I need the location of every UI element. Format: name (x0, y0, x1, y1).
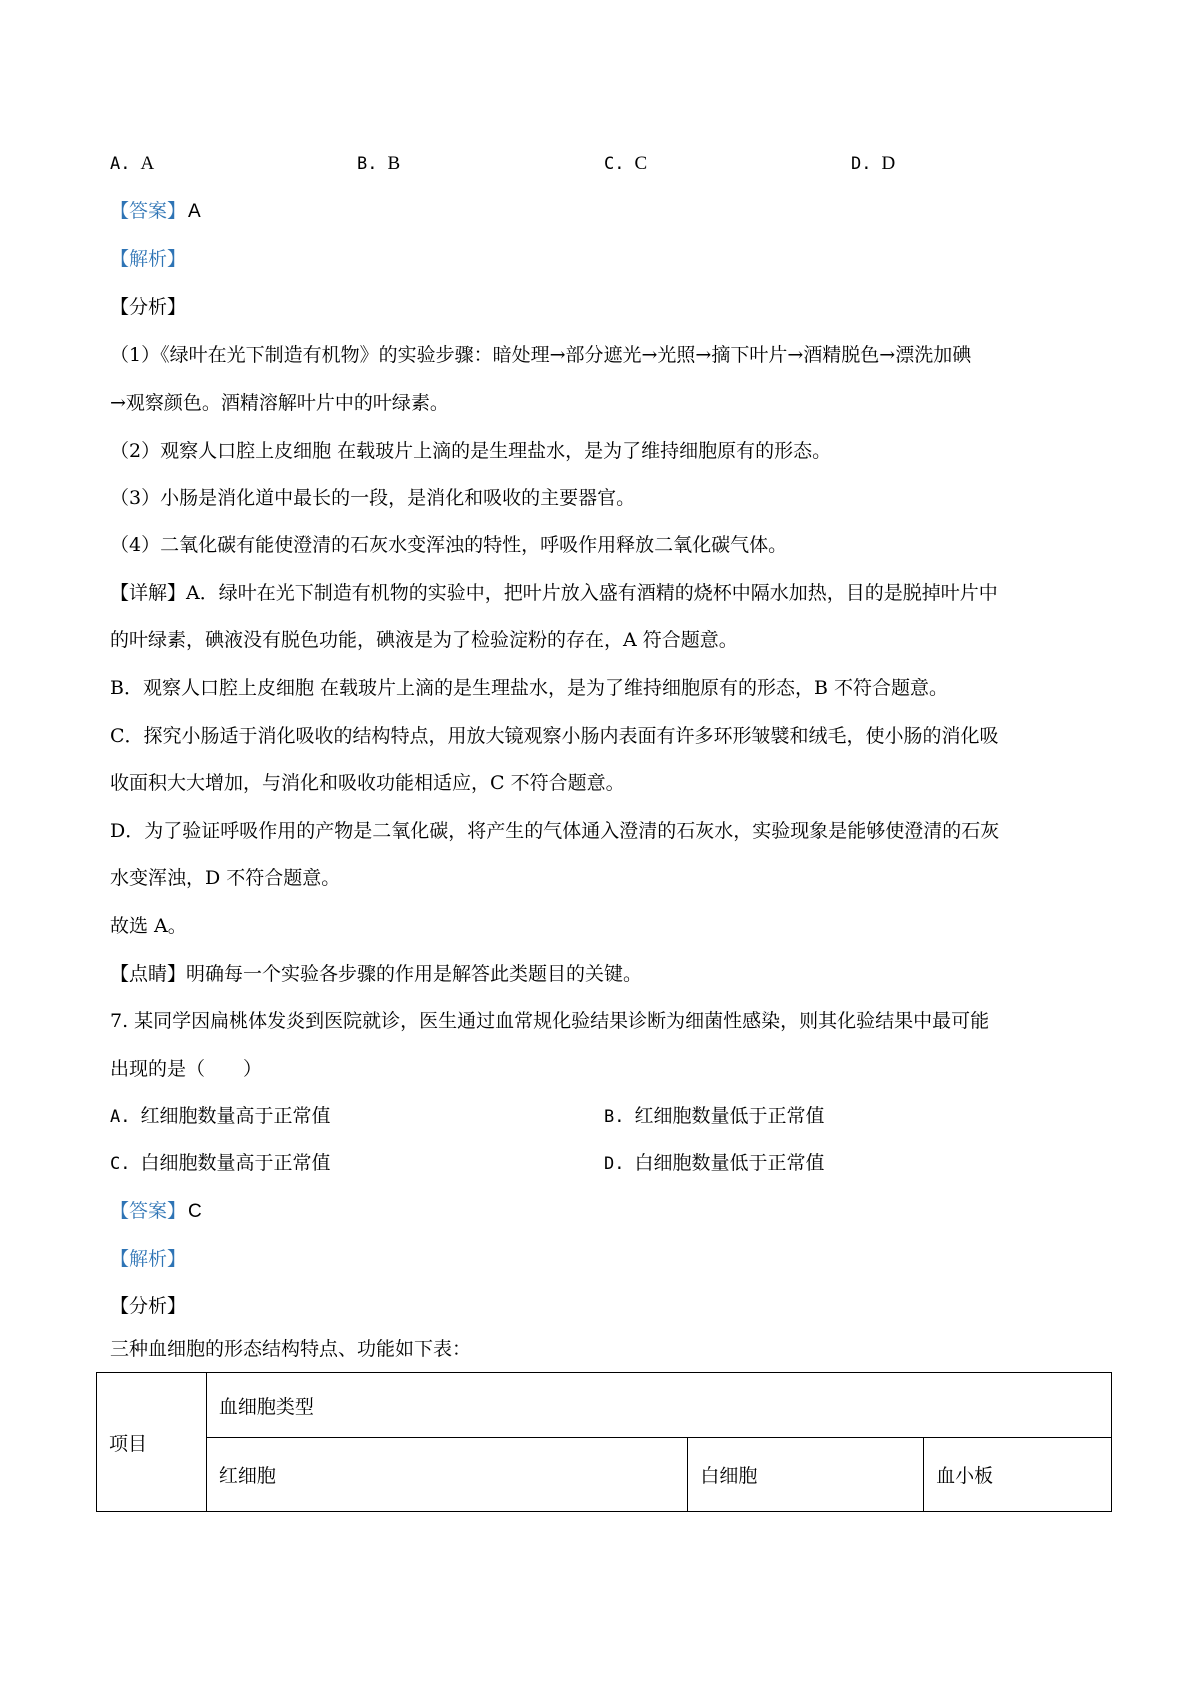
q7-option-b (604, 1103, 825, 1130)
q6-option-b (357, 150, 400, 177)
q6-option-a (110, 150, 154, 177)
option-label: B. (357, 154, 378, 174)
q6-line-9: C．探究小肠适于消化吸收的结构特点，用放大镜观察小肠内表面有许多环形皱襞和绒毛，使小肠的消化吸 (110, 725, 999, 747)
q6-line-5: （4）二氧化碳有能使澄清的石灰水变浑浊的特性，呼吸作用释放二氧化碳气体。 (110, 534, 788, 556)
q7-stem-line-1: 7. 某同学因扁桃体发炎到医院就诊，医生通过血常规化验结果诊断为细菌性感染，则其化验结果中最可能 (110, 1010, 990, 1032)
table-header-cell-types: 血细胞类型 (206, 1373, 1111, 1438)
q6-line-13: 故选 A。 (110, 915, 187, 937)
q6-line-4: （3）小肠是消化道中最长的一段，是消化和吸收的主要器官。 (110, 487, 636, 509)
option-label: D. (851, 154, 872, 174)
option-value: 红细胞数量高于正常值 (140, 1106, 331, 1127)
q7-option-c (110, 1150, 331, 1177)
option-value: D (881, 153, 896, 174)
answer-value: A (188, 201, 201, 222)
option-value: 白细胞数量低于正常值 (634, 1153, 825, 1174)
q7-table-intro: 三种血细胞的形态结构特点、功能如下表： (110, 1338, 472, 1360)
option-label: B. (604, 1107, 625, 1127)
option-label: D. (604, 1154, 625, 1174)
option-label: A. (110, 1107, 131, 1127)
option-value: C (634, 153, 648, 174)
table-cell-red-cell: 红细胞 (206, 1438, 687, 1512)
q7-stem-line-2: 出现的是（ ） (110, 1058, 263, 1080)
q7-answer (110, 1198, 202, 1225)
answer-tag: 【答案】 (110, 1200, 187, 1222)
option-label: A. (110, 154, 131, 174)
q6-analysis-tag: 【解析】 (110, 248, 187, 270)
table-row (97, 1438, 1112, 1512)
option-value: 红细胞数量低于正常值 (634, 1106, 825, 1127)
q7-analysis-tag: 【解析】 (110, 1248, 187, 1270)
q6-line-6: 【详解】A．绿叶在光下制造有机物的实验中，把叶片放入盛有酒精的烧杯中隔水加热，目的是脱掉叶片中 (110, 582, 998, 604)
q6-option-d (851, 150, 895, 177)
q6-line-11: D．为了验证呼吸作用的产物是二氧化碳，将产生的气体通入澄清的石灰水，实验现象是能够使澄清的石灰 (110, 820, 1000, 842)
q6-line-7: 的叶绿素，碘液没有脱色功能，碘液是为了检验淀粉的存在，A 符合题意。 (110, 629, 738, 651)
blood-cell-table (96, 1372, 1112, 1512)
q6-line-14: 【点睛】明确每一个实验各步骤的作用是解答此类题目的关键。 (110, 963, 643, 985)
q7-option-a (110, 1103, 331, 1130)
q6-fenxi-tag: 【分析】 (110, 296, 187, 318)
option-label: C. (604, 154, 625, 174)
q6-line-8: B．观察人口腔上皮细胞 在载玻片上滴的是生理盐水，是为了维持细胞原有的形态，B 不符合题意。 (110, 677, 949, 699)
option-value: 白细胞数量高于正常值 (140, 1153, 331, 1174)
answer-tag: 【答案】 (110, 200, 187, 222)
table-header-item: 项目 (97, 1373, 207, 1512)
q6-answer (110, 198, 201, 225)
table-cell-white-cell: 白细胞 (688, 1438, 924, 1512)
q6-line-1: （1）《绿叶在光下制造有机物》的实验步骤：暗处理→部分遮光→光照→摘下叶片→酒精脱色→漂洗加碘 (110, 344, 972, 366)
q6-line-3: （2）观察人口腔上皮细胞 在载玻片上滴的是生理盐水，是为了维持细胞原有的形态。 (110, 440, 832, 462)
option-value: A (140, 153, 155, 174)
table-cell-platelet: 血小板 (924, 1438, 1112, 1512)
answer-value: C (188, 1201, 202, 1222)
q6-line-12: 水变浑浊，D 不符合题意。 (110, 867, 341, 889)
q7-option-d (604, 1150, 825, 1177)
option-value: B (387, 153, 401, 174)
q6-line-10: 收面积大大增加，与消化和吸收功能相适应，C 不符合题意。 (110, 772, 625, 794)
q6-option-c (604, 150, 647, 177)
q6-line-2: →观察颜色。酒精溶解叶片中的叶绿素。 (110, 392, 449, 414)
table-row (97, 1373, 1112, 1438)
q7-fenxi-tag: 【分析】 (110, 1295, 187, 1317)
option-label: C. (110, 1154, 131, 1174)
